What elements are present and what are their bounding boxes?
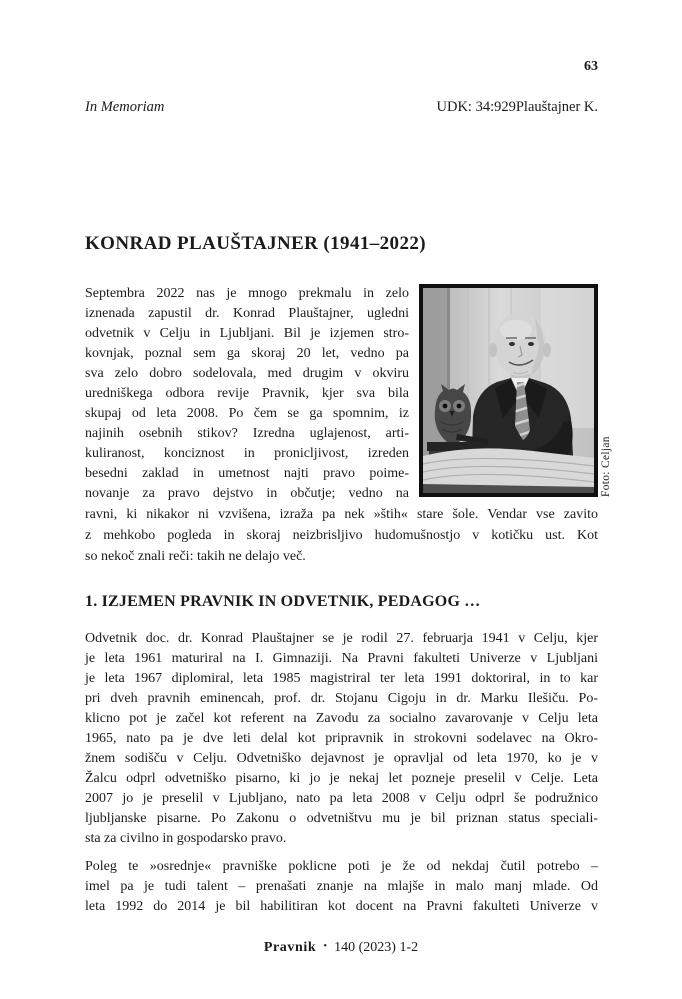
intro-full-lines [85,504,598,546]
text-line: je leta 1967 diplomiral, leta 1985 magistriral ter leta 1991 doktoriral, in to kar [85,671,598,686]
paragraph-career-lines [85,629,598,829]
text-line: sva zelo dobro sodelovala, med drugim v okviru [85,366,409,381]
intro-last-line: so nekoč znali reči: takih ne delajo več. [85,549,306,564]
intro-paragraph-continuation [85,504,598,567]
text-line: ravni, ki nikakor ni vzvišena, izraža pa nek »štih« stare šole. Vendar vse zavito [85,507,598,522]
text-line: besedni zaklad in umetnost najti pravo poime- [85,466,409,481]
text-line: je leta 1961 maturiral na I. Gimnaziji. Na Pravni fakulteti Univerze v Ljubljani [85,651,598,666]
paragraph-career [85,629,598,849]
text-line: Odvetnik doc. dr. Konrad Plauštajner se je rodil 27. februarja 1941 v Celju, kjer [85,631,598,646]
running-head-section: In Memoriam [85,99,165,115]
intro-paragraph [85,284,612,504]
text-line: klicno pot je začel kot referent na Zavodu za socialno zavarovanje v Celju leta [85,711,598,726]
paragraph-career-last-line: sta za civilno in gospodarsko pravo. [85,831,287,846]
text-line: leta 1992 do 2014 je bil habilitiran kot docent na Pravni fakulteti Univerze v [85,899,598,914]
text-line: kovnjak, poznal sem ga skoraj 20 let, vedno pa [85,346,409,361]
journal-name: Pravnik [263,940,317,955]
photo-credit: Foto: Celjan [600,436,612,497]
text-line: pri dveh pravnih eminencah, prof. dr. Stojanu Cigoju in dr. Marku Ilešiču. Po- [85,691,598,706]
page-number: 63 [584,59,598,74]
text-line: uredniškega odbora revije Pravnik, kjer sva bila [85,386,409,401]
text-line: odvetnik v Celju in Ljubljani. Bil je izjemen stro- [85,326,409,341]
section-heading: 1. IZJEMEN PRAVNIK IN ODVETNIK, PEDAGOG … [85,593,481,610]
text-line: ljubljanske pisarne. Po Zakonu o odvetništvu mu je bil priznan status speciali- [85,811,598,826]
text-line: kuliranost, konciznost in pronicljivost, izreden [85,446,409,461]
text-line: 2007 jo je preselil v Ljubljano, nato pa leta 2008 v Celju odprl še podružnico [85,791,598,806]
text-line: z mehkobo pogleda in skoraj neizbrisljivo hudomušnostjo v kotičku ust. Kot [85,528,598,543]
udk-code: UDK: 34:929Plauštajner K. [436,99,598,115]
text-line: najinih osebnih stikov? Izredna uglajenost, arti- [85,426,409,441]
text-line: žnem sodišču v Celju. Odvetniško dejavnost je opravljal od leta 1970, ko je v [85,751,598,766]
text-line: imel pa je tudi talent – prenašati znanje na mlajše in malo manj mlade. Od [85,879,598,894]
paragraph-teaching-lines [85,857,598,917]
intro-text-column [85,284,409,504]
paragraph-teaching [85,857,598,917]
text-line: 1965, nato pa je dve leti delal kot pripravnik in strokovni sodelavec na Okro- [85,731,598,746]
text-line: Septembra 2022 nas je mnogo prekmalu in zelo [85,286,409,301]
text-line: skupaj od leta 2008. Po čem se ga spomnim, iz [85,406,409,421]
text-line: novanje za pravo dejstvo in občutje; vedno na [85,486,409,501]
bullet-separator: • [323,940,328,952]
issue-info: 140 (2023) 1-2 [334,940,419,955]
article-title: KONRAD PLAUŠTAJNER (1941–2022) [85,233,426,254]
running-head [85,99,598,116]
portrait-figure [419,284,612,497]
text-line: Žalcu odprl odvetniško pisarno, ki jo je nekaj let pozneje preselil v Celje. Leta [85,771,598,786]
page-footer [0,936,682,958]
text-line: Poleg te »osrednje« pravniške poklicne poti je že od nekdaj čutil potrebo – [85,859,598,874]
article-body [85,230,612,917]
text-line: iznenada zapustil dr. Konrad Plauštajner, ugledni [85,306,409,321]
portrait-photo [419,284,598,497]
